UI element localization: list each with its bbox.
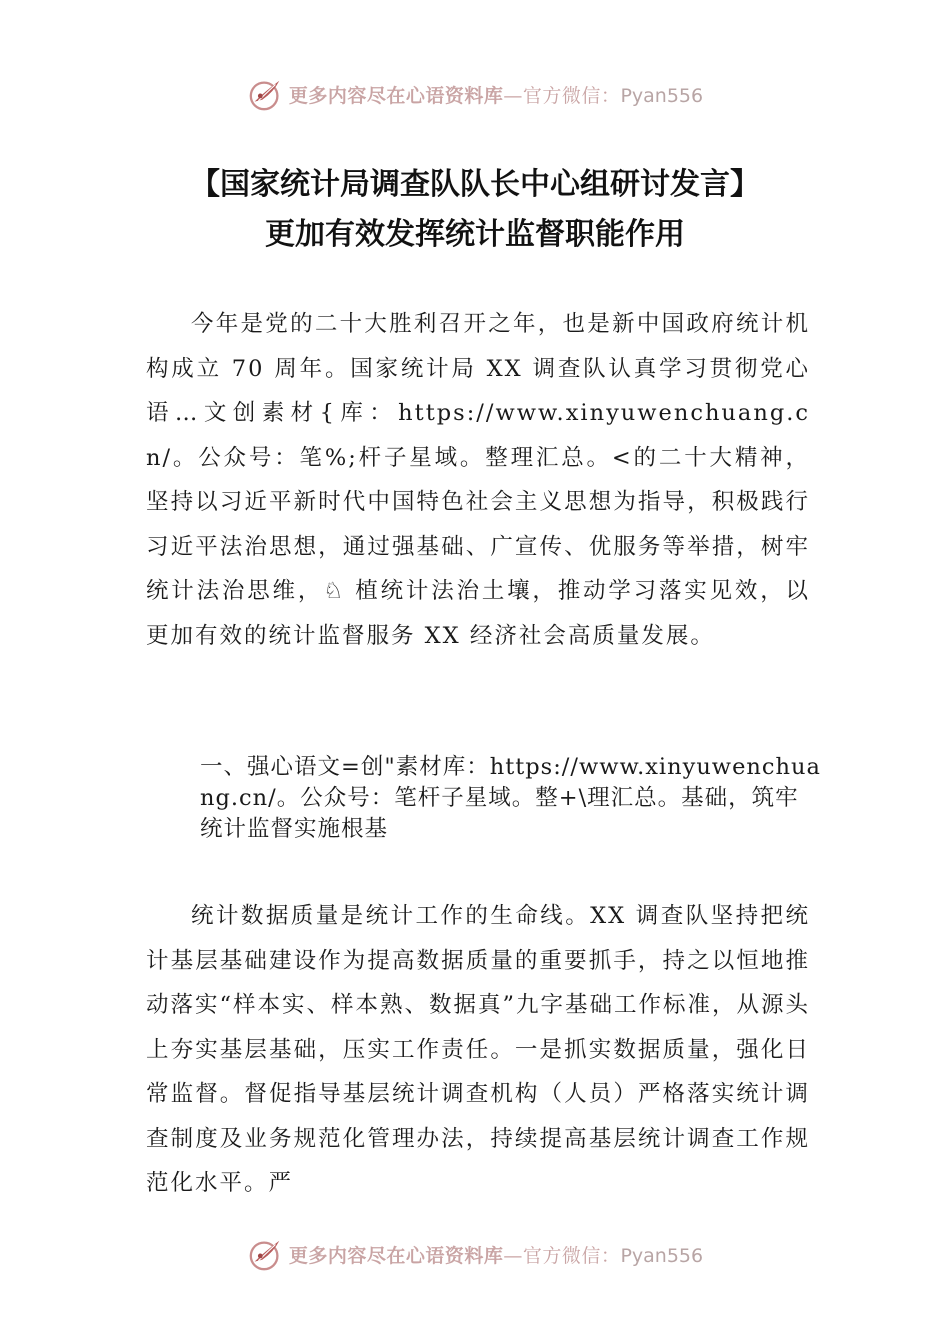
watermark-text: 更多内容尽在心语资料库—官方微信：Pyan556 [288, 1244, 704, 1267]
watermark-text: 更多内容尽在心语资料库—官方微信：Pyan556 [288, 84, 704, 107]
watermark-header [0, 72, 950, 116]
quill-logo-icon [247, 75, 285, 113]
title-line-2: 更加有效发挥统计监督职能作用 [265, 217, 685, 252]
body-paragraph-2: 统计数据质量是统计工作的生命线。XX 调查队坚持把统计基层基础建设作为提高数据质量的重要抓手，持之以恒地推动落实“样本实、样本熟、数据真”九字基础工作标准，从源头上夯实基层基础，压实工作责任。一是抓实数据质量，强化日常监督。督促指导基层统计调查机构（人员）严格落实统计调查制度及业务规范化管理办法，持续提高基层统计调查工作规范化水平。严 [146, 903, 811, 1196]
body-paragraph-1: 今年是党的二十大胜利召开之年，也是新中国政府统计机构成立 70 周年。国家统计局 XX 调查队认真学习贯彻党心语…文创素材{库：https://www.xinyuwenchuang.cn/。公众号：笔%;杆子星域。整理汇总。<的二十大精神，坚持以习近平新时代中国特色社会主义思想为指导，积极践行习近平法治思想，通过强基础、广宣传、优服务等举措，树牢统计法治思维，♘ 植统计法治土壤，推动学习落实见效，以更加有效的统计监督服务 XX 经济社会高质量发展。 [146, 311, 810, 649]
document-title [0, 160, 950, 260]
title-line-1: 【国家统计局调查队队长中心组研讨发言】 [190, 167, 760, 202]
section-heading-1: 一、强心语文=创"素材库：https://www.xinyuwenchuang.cn/。公众号：笔杆子星域。整+\理汇总。基础，筑牢统计监督实施根基 [200, 754, 821, 842]
quill-logo-icon [247, 1235, 285, 1273]
watermark-footer [0, 1232, 950, 1276]
